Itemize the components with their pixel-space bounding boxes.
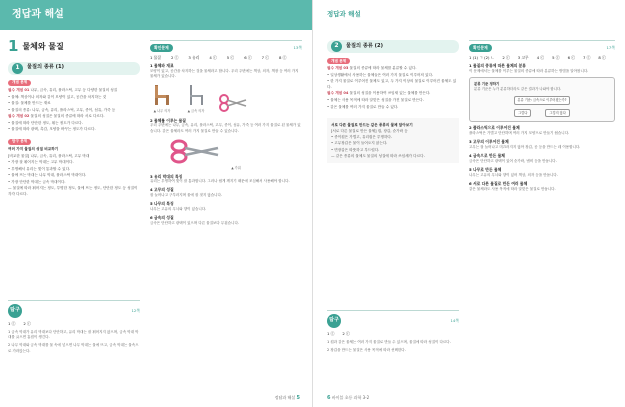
explain-text: 금속은 단단하고 광택이 있으며 다른 물질보다 무겁습니다.	[150, 220, 239, 225]
check-line: 여러 가지 물질의 성질 비교하기	[8, 147, 59, 152]
explain-text: 유리는 투명하여 빛이 잘 통과합니다. 그러나 쉽게 깨지기 때문에 조심해서 사용해야 합니다.	[150, 179, 290, 184]
explain-heading: 3 고무의 이루어진 물체	[469, 139, 509, 145]
tamgu-page: 12쪽	[131, 308, 140, 314]
check-lines	[8, 147, 140, 198]
explain-heading: 5 나무의 특징	[150, 201, 174, 207]
concept-line: • 물질에 따라 광택, 촉감, 모양을 바꾸는 정도가 다르다.	[8, 127, 96, 132]
confirm-bar	[150, 40, 302, 52]
box-title: 분류 기준 정하기	[474, 81, 500, 86]
concept-line: 필수 개념 02 물질의 성질은 물질의 종류에 따라 서로 다르다.	[8, 114, 105, 119]
right-column	[469, 40, 615, 380]
tree-root: 분류 기준: 금속으로 이루어졌는가?	[514, 96, 571, 105]
explain-heading: 3 유리 막대의 특징	[150, 173, 183, 179]
caption: ▲ 나무 의자	[153, 109, 171, 114]
concept-line: • 물체: 책상이나 의자와 같이 모양이 있고, 공간을 차지하는 것	[8, 94, 107, 99]
answer: 3 고무	[517, 54, 529, 60]
confirm-answers	[469, 55, 615, 61]
tamgu-item: 2 나무 막대와 금속 막대를 물 속에 넣으면 나무 막대는 물에 뜨고, 금속 막대는 물속으로 가라앉는다.	[8, 343, 139, 353]
page-header-title: 정답과 해설	[327, 10, 361, 18]
caption: ▲ 가위	[231, 165, 241, 170]
explain-heading: 6 금속의 성질	[150, 215, 174, 221]
answer: 4 ⓒ	[209, 54, 217, 60]
confirm-tag: 확인문제	[150, 44, 173, 52]
tree-no: 그렇지 않다	[545, 109, 569, 118]
wooden-chair-figure	[150, 83, 174, 113]
concept-line: 필수 개념 04 물질의 성질을 이용하여 쓰임새 있는 물체를 만든다.	[327, 91, 431, 96]
explain-text: 나무는 고유의 무늬와 향이 있어 책상, 의자 등을 만듭니다.	[469, 172, 558, 177]
tamgu-answers	[8, 321, 140, 327]
confirm-page: 17쪽	[606, 45, 615, 50]
scissors-large-icon	[170, 138, 220, 164]
tree-branches	[514, 109, 570, 118]
check-line: • 가장 잘 휘어지는 막대는 고무 막대이다.	[8, 160, 74, 165]
explain-text: 플라스틱은 가볍고 단단하며 여러 가지 모양으로 만들기 쉽습니다.	[469, 130, 570, 135]
concept-line: • 한 가지 물질로 이루어진 물체도 있고, 두 가지 이상의 물질로 이루어진 물체도 있다.	[327, 79, 457, 89]
topic-number: 2	[331, 41, 342, 52]
fill-line: • 면장갑은 따뜻하고 부드럽다.	[331, 147, 380, 152]
concept-line: 필수 개념 01 나무, 금속, 유리, 플라스틱, 고무 등 다양한 물질의 성질	[8, 87, 118, 92]
explain-text: 이 문제에서는 물체를 이루는 물질의 종류에 따라 분류하는 방법을 알아봅니다.	[469, 68, 589, 73]
explain-text: 고무는 잘 늘어나고 미끄러지지 않아 장갑, 공 등을 만드는 데 이용합니다.	[469, 144, 581, 149]
left-page	[0, 0, 312, 407]
answer: 3 유리	[188, 54, 200, 60]
explain-heading: 6 서로 다른 물질로 만든 여러 물체	[469, 181, 528, 187]
answer: 5 ⓒ	[552, 54, 560, 60]
concept-lines	[327, 66, 459, 110]
check-line: [비교한 물질] 나무, 금속, 유리, 플라스틱, 고무 막대	[8, 153, 90, 158]
concept-pill: 개념 문제	[8, 80, 31, 86]
answer: 4 ⓒ	[536, 54, 545, 60]
concept-line: • 일상생활에서 사용하는 물체들은 여러 가지 물질로 이루어져 있다.	[327, 72, 434, 77]
answer: 6 ⓒ	[567, 54, 575, 60]
answer: 8 ⓒ	[279, 54, 287, 60]
explain-text: 같은 물체라도 사용 목적에 따라 알맞은 물질로 만듭니다.	[469, 186, 556, 191]
answer: 1 (1) ㄱ (2) ㄴ	[469, 54, 495, 60]
right-column	[150, 40, 302, 380]
answer: 1 ⓒ	[8, 321, 16, 326]
explain-text: 우리 주변에는 나무, 금속, 유리, 플라스틱, 고무, 종이, 섬유, 가죽 등 여러 가지 물질로 된 물체가 있습니다. 같은 물체라도 여러 가지 물질로 만들 수 있습니다.	[150, 123, 301, 133]
concept-lines	[8, 88, 140, 133]
footer-label: 정답과 해설	[274, 394, 296, 400]
answer: 7 ⓒ	[261, 54, 270, 60]
fill-line: — 같은 종류의 물체도 물질의 성질에 따라 쓰임새가 다르다.	[331, 153, 425, 158]
explain-text: 잘 늘어나고 구부러지며 물에 잘 젖지 않습니다.	[150, 192, 223, 197]
classification-box	[469, 77, 615, 123]
tamgu-page: 14쪽	[450, 318, 459, 324]
tamgu-bar	[8, 300, 140, 318]
topic-number: 1	[12, 63, 23, 74]
confirm-page: 13쪽	[293, 45, 302, 50]
right-page	[313, 0, 625, 407]
unit-number: 1	[8, 37, 19, 55]
unit-heading	[8, 36, 140, 58]
tamgu-badge: 탐구	[8, 304, 22, 318]
concept-pill: 개념 문제	[327, 58, 350, 64]
explain-heading: 4 고무의 성질	[150, 187, 174, 193]
explain-text: 모양이 있고, 공간을 차지하는 것을 물체라고 합니다. 우리 주변에는 책상, 의자, 책장 등 여러 가지 물체가 있습니다.	[150, 68, 299, 78]
tamgu-badge: 탐구	[327, 314, 341, 328]
answer: 5 ⓒ	[226, 54, 235, 60]
concept-line: • 물체는 사용 목적에 따라 알맞은 성질을 가진 물질로 만든다.	[327, 98, 424, 103]
scissors-figure	[218, 94, 248, 114]
topic-title: 물질의 종류 (2)	[346, 42, 384, 49]
answer: 1 물질	[150, 54, 161, 60]
explain-text: 금속은 단단하고 광택이 있어 숟가락, 냄비 등을 만듭니다.	[469, 158, 557, 163]
concept-line: • 물질에 따라 단단한 정도, 휘는 정도가 다르다.	[8, 120, 83, 125]
left-column	[327, 36, 459, 326]
page-header-title: 정답과 해설	[12, 9, 64, 20]
concept-line: 필수 개념 03 물질의 종류에 따라 물체를 분류할 수 있다.	[327, 66, 417, 71]
answer: 6 ⓒ	[244, 54, 252, 60]
confirm-tag: 확인문제	[469, 44, 492, 52]
explain-heading: 4 금속으로 만든 물체	[469, 153, 505, 159]
explain-heading: 5 나무로 만든 물체	[469, 167, 502, 173]
check-line: — 물질에 따라 휘어지는 정도, 투명한 정도, 물에 뜨는 정도, 단단한 정도 등 성질이 각각 다르다.	[8, 186, 138, 197]
tamgu-item: 1 컵과 같은 물체는 여러 가지 물질로 만들 수 있으며, 물질에 따라 성질이 다르다.	[327, 339, 451, 344]
box-text: 분류 기준은 누가 분류하더라도 같은 결과가 나와야 합니다.	[474, 87, 562, 92]
unit-title: 물체와 물질	[22, 42, 64, 52]
check-pill: 탐구 문제	[8, 139, 31, 145]
fill-line: [서로 다른 물질로 만든 물체] 컵, 장갑, 숟가락 등	[331, 129, 408, 134]
answer: 2 ⓒ	[23, 321, 31, 326]
explain-text: 나무는 고유의 무늬와 향이 있습니다.	[150, 206, 207, 211]
tamgu-item: 1 금속 막대가 유리 막대보다 단단하고, 유리 막대는 잘 휘어지지 않으며, 금속 막대 막대를 긁으면 흠집이 생긴다.	[8, 329, 139, 339]
metal-chair-icon	[184, 83, 208, 107]
topic-title: 물질의 종류 (1)	[27, 64, 65, 71]
concept-line: • 같은 물체를 여러 가지 물질로 만들 수 있다.	[327, 104, 399, 109]
tamgu-item: 2 장갑을 만드는 물질은 사용 목적에 따라 선택한다.	[327, 347, 406, 352]
answer: 1 ⓒ	[327, 331, 335, 336]
tamgu-section	[327, 310, 459, 380]
wooden-chair-icon	[150, 83, 174, 107]
topic-bar	[8, 62, 140, 75]
classification-tree	[474, 96, 610, 117]
explain-heading: 2 플라스틱으로 이루어진 물체	[469, 125, 520, 131]
metal-chair-figure	[184, 83, 208, 113]
concept-line: • 물질: 물체를 만드는 재료	[8, 101, 51, 106]
fill-block	[327, 118, 459, 163]
footer-label: 바이블 초등 과학 3-2	[331, 394, 370, 400]
answer: 2 ⓒ	[502, 54, 510, 60]
answer: 2 ⓒ	[170, 54, 179, 60]
chair-illustrations	[150, 83, 302, 113]
explain-heading: 1 물체와 재료	[150, 63, 174, 68]
scissors-large-figure	[170, 138, 302, 170]
answer: 7 ⓒ	[583, 54, 591, 60]
header-band	[0, 0, 312, 30]
tree-yes: 그렇다	[514, 109, 531, 118]
check-line: • 가장 단단한 막대는 금속 막대이다.	[8, 179, 66, 184]
fill-line: • 종이컵은 가볍고, 유리컵은 투명하다.	[331, 135, 393, 140]
explain-heading: 2 물체를 이루는 물질	[150, 117, 186, 123]
explain-heading: 1 물질의 종류에 따른 물체의 분류	[469, 63, 526, 68]
check-line: • 물에 뜨는 막대는 나무 막대, 플라스틱 막대이다.	[8, 173, 87, 178]
caption: ▲ 금속 의자	[187, 109, 205, 114]
scissors-icon	[218, 94, 248, 112]
tamgu-section	[8, 300, 140, 380]
confirm-bar	[469, 40, 615, 52]
confirm-answers	[150, 55, 302, 61]
answer: 8 ⓒ	[598, 54, 606, 60]
fill-line: • 고무장갑은 물이 들어오지 않는다.	[331, 141, 388, 146]
page-number: 6	[327, 394, 331, 401]
topic-bar	[327, 40, 459, 53]
fill-line: 서로 다른 물질로 만드는 같은 종류의 물체 알아보기	[331, 123, 413, 128]
tamgu-answers	[327, 331, 459, 337]
concept-line: • 물질의 종류: 나무, 금속, 유리, 플라스틱, 고무, 종이, 섬유, 가죽 등	[8, 107, 116, 112]
page-number: 5	[296, 394, 300, 401]
page-footer-left	[275, 395, 300, 402]
page-footer-right	[327, 395, 369, 402]
answer: 2 ⓒ	[342, 331, 350, 336]
check-line: • 투명해서 유리는 빛이 통과할 수 있다.	[8, 166, 71, 171]
tamgu-bar	[327, 310, 459, 328]
